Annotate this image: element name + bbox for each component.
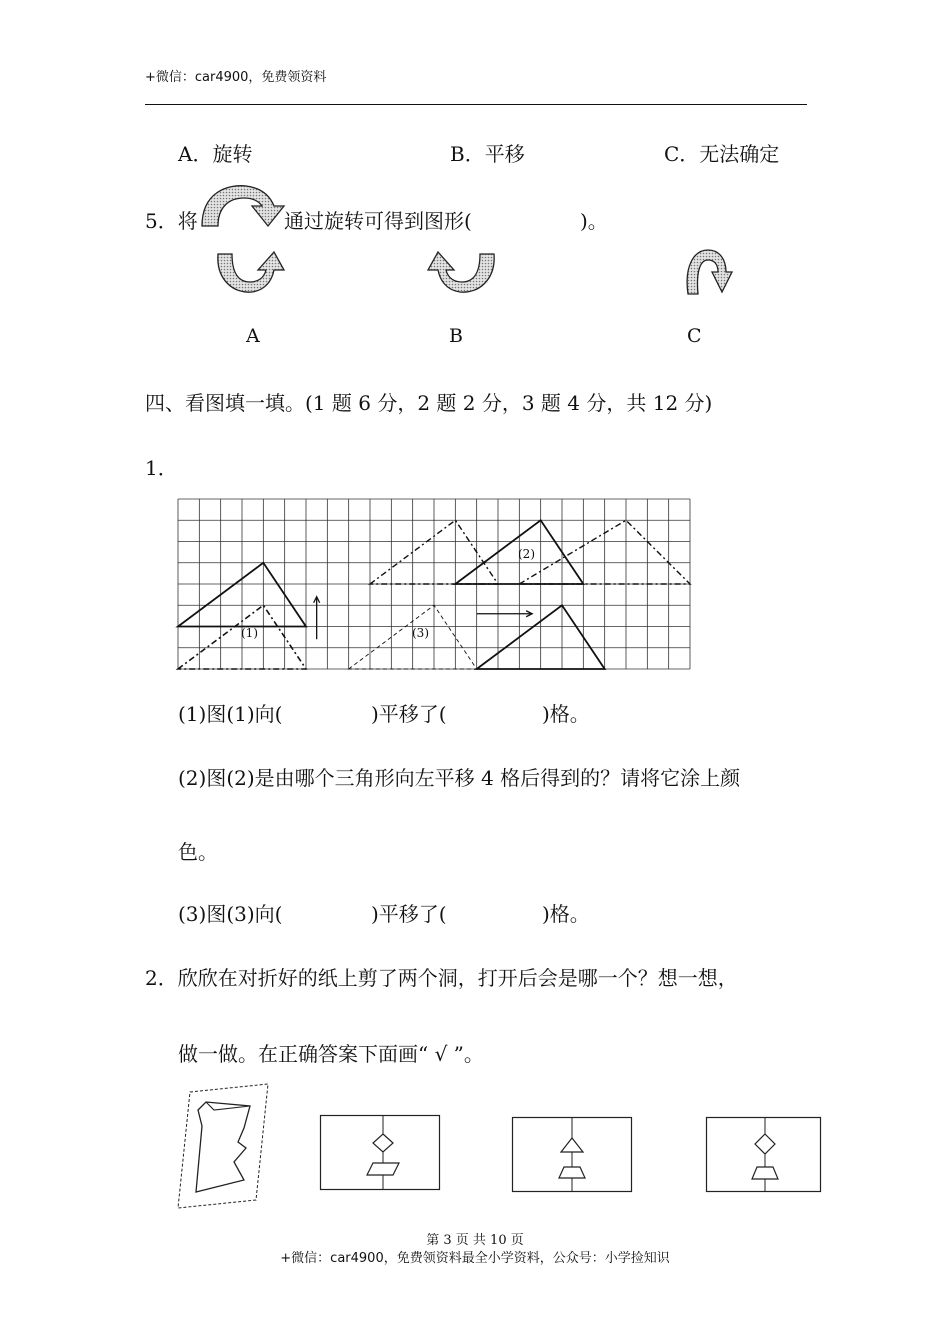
sub1-part-b: )平移了( (371, 702, 447, 726)
footer-note: +微信：car4900，免费领资料最全小学资料，公众号：小学捡知识 (280, 1251, 670, 1266)
q5-option-b-arrow-icon[interactable] (418, 250, 498, 296)
sub1-part-a: (1)图(1)向( (178, 702, 283, 726)
q5-label-a: A (246, 325, 260, 347)
answer-option-2[interactable] (512, 1117, 632, 1192)
q4-option-b: B．平移 (450, 142, 525, 166)
q5-number: 5．将 (145, 209, 198, 233)
sub1-part-c: )格。 (542, 702, 590, 726)
q5-source-arrow-icon (198, 182, 286, 230)
q5-option-a-arrow-icon[interactable] (214, 250, 292, 296)
header-note: +微信：car4900，免费领资料 (145, 70, 327, 85)
sub2-line2: 色。 (178, 840, 218, 864)
header-rule (145, 104, 807, 105)
q5-close: )。 (580, 209, 608, 233)
grid-label-3: (3) (412, 626, 429, 640)
sub3-part-b: )平移了( (371, 902, 447, 926)
s4q1-number: 1． (145, 456, 178, 480)
translation-grid (178, 499, 690, 669)
q5-label-b: B (449, 325, 463, 347)
footer-page-number: 第 3 页 共 10 页 (426, 1233, 524, 1248)
s4q2-line2: 做一做。在正确答案下面画“ √ ”。 (178, 1042, 484, 1066)
grid-label-1: (1) (241, 626, 258, 640)
q4-option-a: A．旋转 (178, 142, 253, 166)
q4-option-c: C．无法确定 (664, 142, 780, 166)
sub3-part-c: )格。 (542, 902, 590, 926)
answer-option-3[interactable] (706, 1117, 821, 1192)
answer-option-1[interactable] (320, 1115, 440, 1190)
q5-option-c-arrow-icon[interactable] (684, 246, 736, 298)
section-title: 四、看图填一填。(1 题 6 分，2 题 2 分，3 题 4 分，共 12 分) (145, 391, 713, 415)
sub3-part-a: (3)图(3)向( (178, 902, 283, 926)
sub2-line1: (2)图(2)是由哪个三角形向左平移 4 格后得到的？请将它涂上颜 (178, 766, 741, 790)
grid-label-2: (2) (518, 547, 535, 561)
folded-paper-figure (176, 1084, 272, 1210)
q5-label-c: C (687, 325, 702, 347)
s4q2-line1: 2．欣欣在对折好的纸上剪了两个洞，打开后会是哪一个？想一想， (145, 966, 738, 990)
q5-text: 通过旋转可得到图形( (284, 209, 472, 233)
